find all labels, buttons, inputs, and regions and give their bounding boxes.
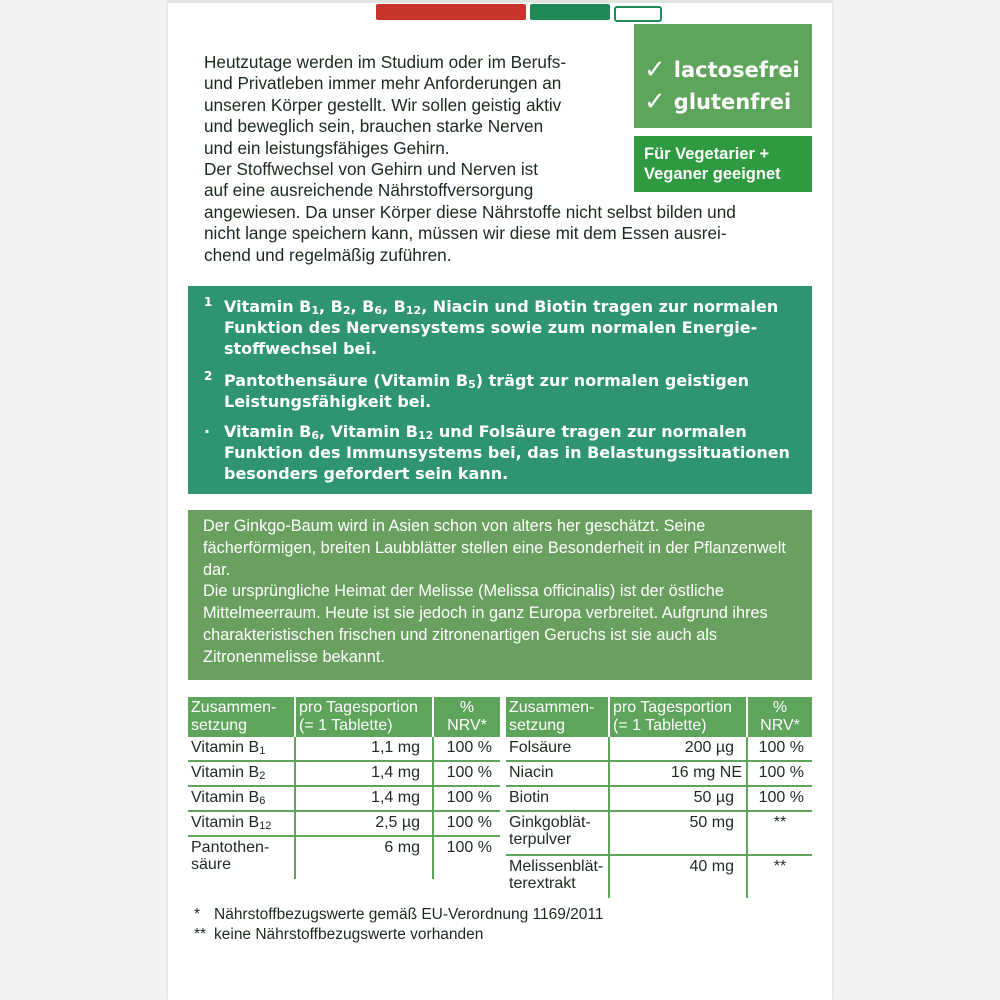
nutrient-name: Pantothen- säure: [188, 836, 295, 879]
claim-marker: 1: [204, 295, 213, 309]
footnote-marker: **: [194, 926, 207, 943]
nutrient-name: Vitamin $B_1$: [188, 737, 295, 761]
intro-paragraph-1: Heutzutage werden im Studium oder im Berufs- und Privatleben immer mehr Anforderungen an unseren Körper gestellt. Wir sollen geistig aktiv und beweglich sein, brauchen starke Nerven und ein leistungsfähiges Gehirn.: [204, 52, 567, 158]
table-row: [506, 786, 812, 811]
nutrient-name: Niacin: [506, 761, 609, 786]
nutrient-amount: 50 µg: [609, 786, 747, 811]
header-composition: Zusammen- setzung: [188, 697, 295, 737]
header-daily-portion: pro Tagesportion (= 1 Tablette): [609, 697, 747, 737]
nutrient-name: Vitamin $B_2$: [188, 761, 295, 786]
composition-table-left: [188, 697, 500, 879]
nutrient-amount: 1,4 mg: [295, 786, 433, 811]
table-row: [506, 761, 812, 786]
nutrient-amount: 1,4 mg: [295, 761, 433, 786]
nutrient-amount: 16 mg NE: [609, 761, 747, 786]
gluten-free-label: glutenfrei: [673, 90, 792, 114]
footnote-text: Nährstoffbezugswerte gemäß EU-Verordnung 1169/2011: [214, 906, 604, 923]
table-row: [188, 786, 500, 811]
nutrient-name: Folsäure: [506, 737, 609, 761]
nutrient-amount: 200 µg: [609, 737, 747, 761]
brand-logo-green: [530, 4, 610, 20]
nutrient-nrv: **: [747, 811, 812, 855]
header-composition: Zusammen- setzung: [506, 697, 609, 737]
claim-text: Pantothensäure (Vitamin $B_5$) trägt zur normalen geistigen Leistungsfähigkeit bei.: [224, 371, 749, 411]
nutrient-name: Melissenblät- terextrakt: [506, 855, 609, 898]
table-row: [188, 811, 500, 836]
nutrient-amount: 1,1 mg: [295, 737, 433, 761]
nutrient-amount: 6 mg: [295, 836, 433, 879]
brand-logo-badge: [614, 6, 662, 22]
claim-text: Vitamin $B_1$, $B_2$, $B_6$, $B_{12}$, Niacin und Biotin tragen zur normalen Funktion des Nervensystems sowie zum normalen Energie- stoffwechsel bei.: [224, 297, 779, 358]
nutrient-nrv: 100 %: [433, 761, 500, 786]
lactose-free-label: lactosefrei: [673, 58, 800, 82]
nutrient-nrv: 100 %: [433, 811, 500, 836]
nutrient-nrv: 100 %: [433, 737, 500, 761]
nutrient-amount: 2,5 µg: [295, 811, 433, 836]
footnote-marker: *: [194, 906, 201, 923]
nutrient-nrv: 100 %: [446, 839, 492, 856]
table-row: [506, 855, 812, 898]
header-nrv: % NRV*: [433, 697, 500, 737]
footnote-text: keine Nährstoffbezugswerte vorhanden: [214, 926, 484, 943]
ginkgo-paragraph: Der Ginkgo-Baum wird in Asien schon von alters her geschätzt. Seine fächerförmigen, breiten Laubblätter stellen eine Besonderheit in der Pflanzenwelt dar.: [203, 517, 786, 579]
nutrient-nrv: 100 %: [747, 761, 812, 786]
footnote: [194, 925, 603, 945]
melisse-paragraph: Die ursprüngliche Heimat der Melisse (Melissa officinalis) ist der östliche Mittelmeerraum. Heute ist sie jedoch in ganz Europa verbreitet. Aufgrund ihres charakteristischen frischen und zitronenartigen Geruchs ist sie auch als Zitronenmelisse bekannt.: [203, 582, 768, 666]
intro-paragraph-2-end: angewiesen. Da unser Körper diese Nährstoffe nicht selbst bilden und nicht lange speichern kann, müssen wir diese mit dem Essen ausrei- chend und regelmäßig zuführen.: [204, 201, 736, 265]
table-row: [188, 836, 500, 879]
check-icon: ✓: [644, 55, 666, 85]
package-back-panel: [168, 0, 832, 1000]
vegan-badge: Für Vegetarier + Veganer geeignet: [634, 136, 812, 192]
nutrient-nrv: 100 %: [433, 786, 500, 811]
composition-table-right: [506, 697, 812, 898]
header-nrv: % NRV*: [747, 697, 812, 737]
footnote: [194, 905, 603, 925]
top-edge: [168, 0, 832, 3]
footnotes: [194, 905, 603, 945]
nutrient-name: Biotin: [506, 786, 609, 811]
table-row: [188, 761, 500, 786]
free-from-badge: [634, 24, 812, 128]
ingredient-info-box: [188, 510, 812, 680]
header-daily-portion: pro Tagesportion (= 1 Tablette): [295, 697, 433, 737]
claim-text: Vitamin $B_6$, Vitamin $B_{12}$ und Folsäure tragen zur normalen Funktion des Immunsystems bei, das in Belastungssituationen besonders gefordert sein kann.: [224, 422, 790, 483]
nutrient-nrv: **: [773, 858, 787, 875]
nutrient-name: Vitamin $B_{12}$: [188, 811, 295, 836]
nutrient-amount: 50 mg: [609, 811, 747, 855]
nutrient-amount: 40 mg: [609, 855, 747, 898]
brand-logo-red: [376, 4, 526, 20]
claim-marker: ·: [204, 422, 211, 441]
nutrient-nrv: 100 %: [747, 786, 812, 811]
claim-marker: 2: [204, 369, 213, 383]
intro-paragraph-2-start: Der Stoffwechsel von Gehirn und Nerven ist auf eine ausreichende Nährstoffversorgung: [204, 159, 539, 201]
nutrient-name: Vitamin $B_6$: [188, 786, 295, 811]
table-row: [506, 811, 812, 855]
table-row: [506, 737, 812, 761]
nutrient-nrv: 100 %: [747, 737, 812, 761]
nutrient-name: Ginkgoblät- terpulver: [506, 811, 609, 855]
check-icon: ✓: [644, 87, 666, 117]
health-claims-box: [188, 286, 812, 494]
table-row: [188, 737, 500, 761]
